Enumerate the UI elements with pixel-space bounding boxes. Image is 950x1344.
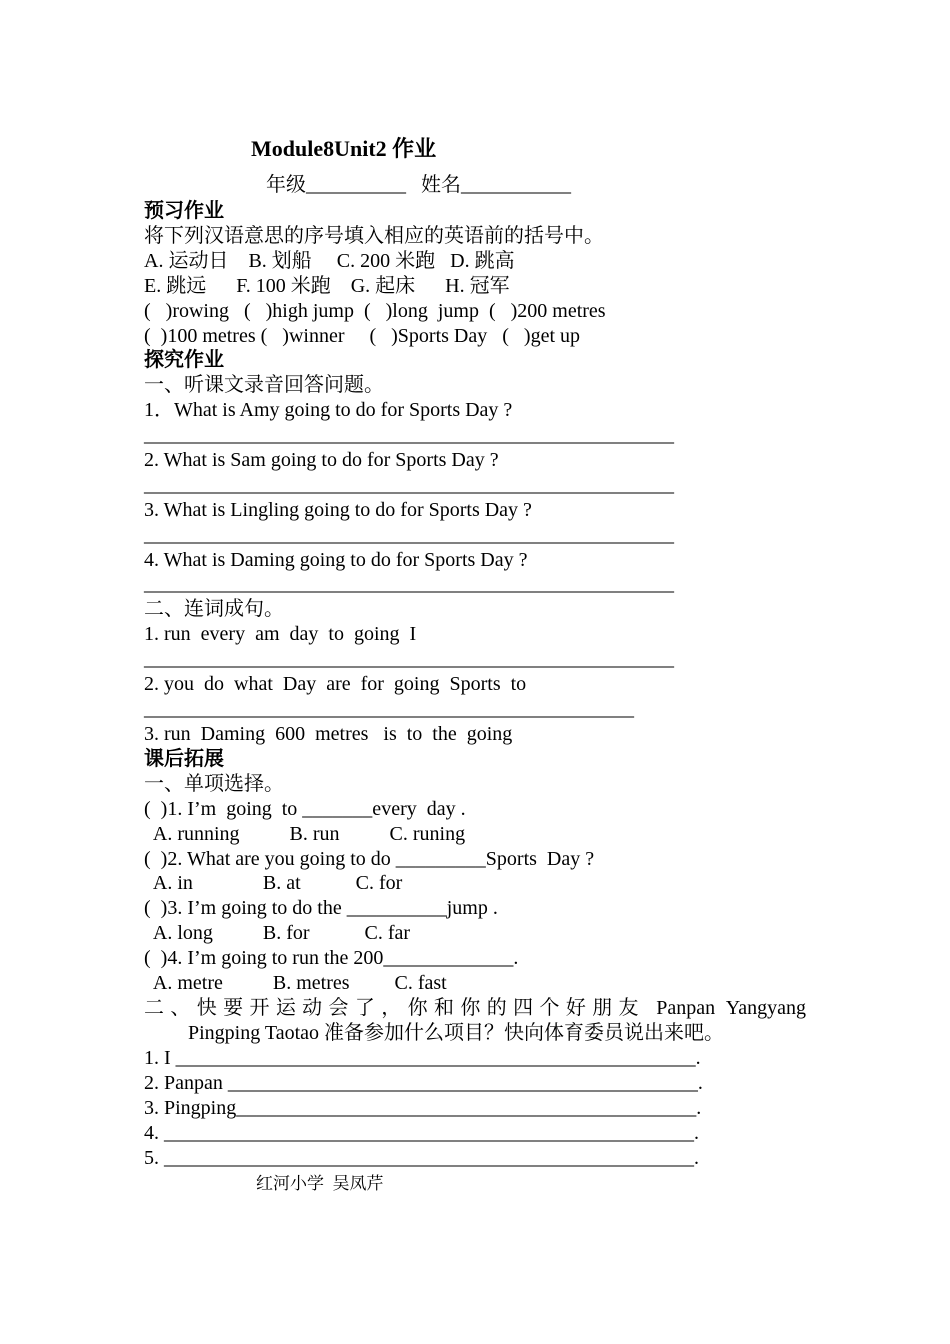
mc-options-4: A. metre B. metres C. fast <box>144 972 447 994</box>
answer-line: _____________________________________________________ <box>144 524 674 546</box>
answer-4: 4. _____________________________________________________. <box>144 1122 699 1144</box>
mc-options-2: A. in B. at C. for <box>144 872 403 894</box>
answer-line: _____________________________________________________ <box>144 424 674 446</box>
section-heading-preview: 预习作业 <box>144 200 224 222</box>
mc-options-3: A. long B. for C. far <box>144 922 411 944</box>
name-grade-line: 年级__________ 姓名___________ <box>266 174 571 196</box>
mc-question-4: ( )4. I’m going to run the 200_____________. <box>144 947 519 969</box>
sentence-3: 3. run Daming 600 metres is to the going <box>144 723 513 745</box>
answer-line: _____________________________________________________ <box>144 648 674 670</box>
page-title: Module8Unit2 作业 <box>251 136 437 161</box>
answer-line: _________________________________________________ <box>144 698 634 720</box>
sentence-building-title: 二、连词成句。 <box>144 598 284 620</box>
mc-options-1: A. running B. run C. runing <box>144 823 466 845</box>
sports-day-prompt-line-1: 二、快要开运动会了，你和你的四个好朋友 Panpan Yangyang <box>144 997 806 1019</box>
question-3: 3. What is Lingling going to do for Sports Day ? <box>144 499 532 521</box>
sentence-1: 1. run every am day to going I <box>144 623 417 645</box>
options-row-2: E. 跳远 F. 100 米跑 G. 起床 H. 冠军 <box>144 275 510 297</box>
instruction-text: 将下列汉语意思的序号填入相应的英语前的括号中。 <box>144 225 604 247</box>
question-4: 4. What is Daming going to do for Sports Day ? <box>144 549 528 571</box>
options-row-1: A. 运动日 B. 划船 C. 200 米跑 D. 跳高 <box>144 250 515 272</box>
mc-question-2: ( )2. What are you going to do _________Sports Day ? <box>144 848 595 870</box>
section-heading-explore: 探究作业 <box>144 349 224 371</box>
multiple-choice-title: 一、单项选择。 <box>144 773 284 795</box>
answer-1: 1. I ____________________________________________________. <box>144 1047 701 1069</box>
author-footer: 红河小学 吴凤芹 <box>256 1174 384 1193</box>
listening-title: 一、听课文录音回答问题。 <box>144 374 384 396</box>
sports-day-prompt-line-2: Pingping Taotao 准备参加什么项目？快向体育委员说出来吧。 <box>188 1022 725 1044</box>
matching-row-1: ( )rowing ( )high jump ( )long jump ( )200 metres <box>144 300 606 322</box>
answer-5: 5. _____________________________________________________. <box>144 1147 699 1169</box>
matching-row-2: ( )100 metres ( )winner ( )Sports Day ( )get up <box>144 325 581 347</box>
answer-line: _____________________________________________________ <box>144 573 674 595</box>
sentence-2: 2. you do what Day are for going Sports to <box>144 673 527 695</box>
section-heading-extension: 课后拓展 <box>144 748 224 770</box>
question-2: 2. What is Sam going to do for Sports Day ? <box>144 449 499 471</box>
answer-line: _____________________________________________________ <box>144 474 674 496</box>
answer-2: 2. Panpan _______________________________________________. <box>144 1072 703 1094</box>
question-1: 1．What is Amy going to do for Sports Day ? <box>144 399 513 421</box>
mc-question-3: ( )3. I’m going to do the __________jump . <box>144 897 498 919</box>
answer-3: 3. Pingping______________________________________________. <box>144 1097 702 1119</box>
mc-question-1: ( )1. I’m going to _______every day . <box>144 798 466 820</box>
